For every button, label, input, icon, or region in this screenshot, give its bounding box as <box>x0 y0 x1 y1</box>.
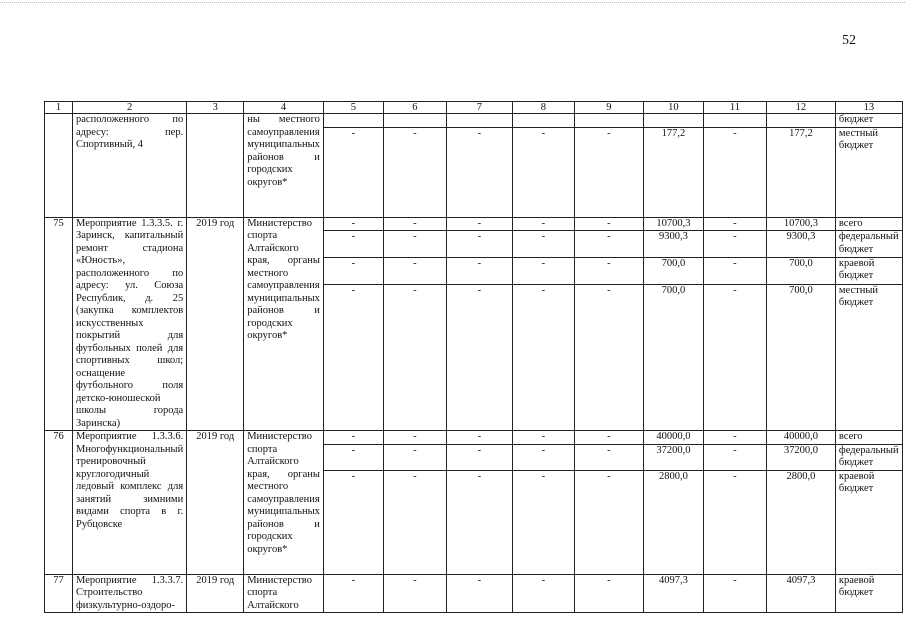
funding-value: - <box>323 231 383 258</box>
funding-value: - <box>574 470 643 574</box>
funding-value: - <box>323 257 383 284</box>
funding-value: 700,0 <box>766 257 835 284</box>
activity-executor: ны местного самоуправления муниципальных районов и городских округов* <box>244 114 324 218</box>
funding-value: - <box>574 217 643 231</box>
col-header: 10 <box>643 102 703 114</box>
funding-source: бюджет <box>835 114 902 128</box>
funding-value: 9300,3 <box>643 231 703 258</box>
funding-value: - <box>574 257 643 284</box>
activity-name: Мероприятие 1.3.3.7. Строительство физкультурно-оздоро- <box>73 574 187 613</box>
funding-value: - <box>323 284 383 430</box>
funding-value <box>574 114 643 128</box>
funding-value: - <box>703 231 766 258</box>
funding-value: - <box>446 231 512 258</box>
funding-value: - <box>512 470 574 574</box>
funding-value: - <box>703 444 766 470</box>
funding-value: - <box>703 470 766 574</box>
funding-value: - <box>323 470 383 574</box>
funding-value: - <box>323 217 383 231</box>
funding-value: 700,0 <box>643 284 703 430</box>
funding-value: 4097,3 <box>766 574 835 613</box>
activity-year: 2019 год <box>187 431 244 575</box>
page-number: 52 <box>842 33 856 48</box>
funding-source: всего <box>835 431 902 445</box>
activity-year <box>187 114 244 218</box>
funding-value: - <box>574 127 643 217</box>
funding-value: - <box>703 217 766 231</box>
funding-value: 40000,0 <box>643 431 703 445</box>
funding-value <box>323 114 383 128</box>
table-row <box>45 431 903 445</box>
table-body <box>45 114 903 613</box>
table-row <box>45 574 903 613</box>
funding-value <box>512 114 574 128</box>
activity-year: 2019 год <box>187 574 244 613</box>
funding-value: - <box>512 574 574 613</box>
funding-value: - <box>323 431 383 445</box>
funding-value: - <box>574 284 643 430</box>
funding-value: - <box>323 127 383 217</box>
col-header: 13 <box>835 102 902 114</box>
col-header: 3 <box>187 102 244 114</box>
activity-number: 75 <box>45 217 73 431</box>
col-header: 7 <box>446 102 512 114</box>
funding-value: - <box>446 470 512 574</box>
funding-value: 10700,3 <box>766 217 835 231</box>
funding-value: - <box>383 127 446 217</box>
funding-value: - <box>703 257 766 284</box>
col-header: 4 <box>244 102 324 114</box>
funding-value: - <box>383 284 446 430</box>
funding-source: федеральный бюджет <box>835 444 902 470</box>
col-header: 1 <box>45 102 73 114</box>
activity-executor: Министерство спорта Алтайского края, органы местного самоуправления муниципальных районов и городских округов* <box>244 217 324 431</box>
funding-value: - <box>574 444 643 470</box>
col-header: 8 <box>512 102 574 114</box>
funding-value: - <box>446 284 512 430</box>
funding-value: - <box>703 284 766 430</box>
funding-value: 2800,0 <box>766 470 835 574</box>
funding-value: 40000,0 <box>766 431 835 445</box>
funding-value <box>383 114 446 128</box>
funding-value <box>643 114 703 128</box>
col-header: 5 <box>323 102 383 114</box>
funding-value: - <box>383 470 446 574</box>
funding-source: краевой бюджет <box>835 574 902 613</box>
funding-value: - <box>574 574 643 613</box>
funding-value: - <box>446 257 512 284</box>
funding-value: - <box>446 217 512 231</box>
funding-source: федеральный бюджет <box>835 231 902 258</box>
activity-name: Мероприятие 1.3.3.6. Многофункциональный тренировочный круглогодичный ледовый комплекс для занятий зимними видами спорта в г. Рубцовске <box>73 431 187 575</box>
col-header: 11 <box>703 102 766 114</box>
funding-value: - <box>512 257 574 284</box>
funding-value: 37200,0 <box>643 444 703 470</box>
funding-value: - <box>703 127 766 217</box>
funding-value: - <box>512 284 574 430</box>
funding-value: 2800,0 <box>643 470 703 574</box>
funding-value: 700,0 <box>643 257 703 284</box>
funding-source: краевой бюджет <box>835 257 902 284</box>
funding-value: - <box>574 231 643 258</box>
funding-source: всего <box>835 217 902 231</box>
activity-name: Мероприятие 1.3.3.5. г. Заринск, капитальный ремонт стадиона «Юность», расположенного по адресу: ул. Союза Республик, д. 25 (закупка комплектов искусственных покрытий для футбольных полей для спортивных школ; оснащение футбольного поля детско-юношеской школы города Заринска) <box>73 217 187 431</box>
funding-value: - <box>383 257 446 284</box>
funding-value: - <box>383 444 446 470</box>
table-row <box>45 217 903 231</box>
funding-value: 177,2 <box>766 127 835 217</box>
funding-value: - <box>446 444 512 470</box>
funding-value: 10700,3 <box>643 217 703 231</box>
column-number-row <box>45 102 903 114</box>
funding-value: - <box>323 444 383 470</box>
funding-value: 700,0 <box>766 284 835 430</box>
activity-number <box>45 114 73 218</box>
funding-value: 4097,3 <box>643 574 703 613</box>
activity-number: 77 <box>45 574 73 613</box>
funding-value: - <box>383 574 446 613</box>
funding-value <box>766 114 835 128</box>
funding-value: - <box>383 231 446 258</box>
funding-value: - <box>703 431 766 445</box>
funding-value: 37200,0 <box>766 444 835 470</box>
table-row <box>45 114 903 128</box>
funding-value: - <box>512 127 574 217</box>
activity-executor: Министерство спорта Алтайского края, органы местного самоуправления муниципальных районов и городских округов* <box>244 431 324 575</box>
activity-year: 2019 год <box>187 217 244 431</box>
funding-source: местный бюджет <box>835 284 902 430</box>
funding-source: местный бюджет <box>835 127 902 217</box>
funding-value: - <box>512 431 574 445</box>
funding-value: - <box>383 217 446 231</box>
funding-value: 177,2 <box>643 127 703 217</box>
funding-value: - <box>446 127 512 217</box>
funding-value: - <box>512 444 574 470</box>
col-header: 2 <box>73 102 187 114</box>
col-header: 12 <box>766 102 835 114</box>
funding-value: - <box>703 574 766 613</box>
scan-top-edge <box>0 2 905 3</box>
activity-name: расположенного по адресу: пер. Спортивный, 4 <box>73 114 187 218</box>
col-header: 9 <box>574 102 643 114</box>
funding-value <box>703 114 766 128</box>
funding-value: - <box>446 574 512 613</box>
funding-value: - <box>446 431 512 445</box>
funding-value <box>446 114 512 128</box>
program-activities-table <box>44 101 903 613</box>
funding-value: - <box>512 231 574 258</box>
funding-source: краевой бюджет <box>835 470 902 574</box>
funding-value: - <box>383 431 446 445</box>
activity-number: 76 <box>45 431 73 575</box>
funding-value: 9300,3 <box>766 231 835 258</box>
activity-executor: Министерство спорта Алтайского <box>244 574 324 613</box>
funding-value: - <box>323 574 383 613</box>
funding-value: - <box>574 431 643 445</box>
funding-value: - <box>512 217 574 231</box>
col-header: 6 <box>383 102 446 114</box>
